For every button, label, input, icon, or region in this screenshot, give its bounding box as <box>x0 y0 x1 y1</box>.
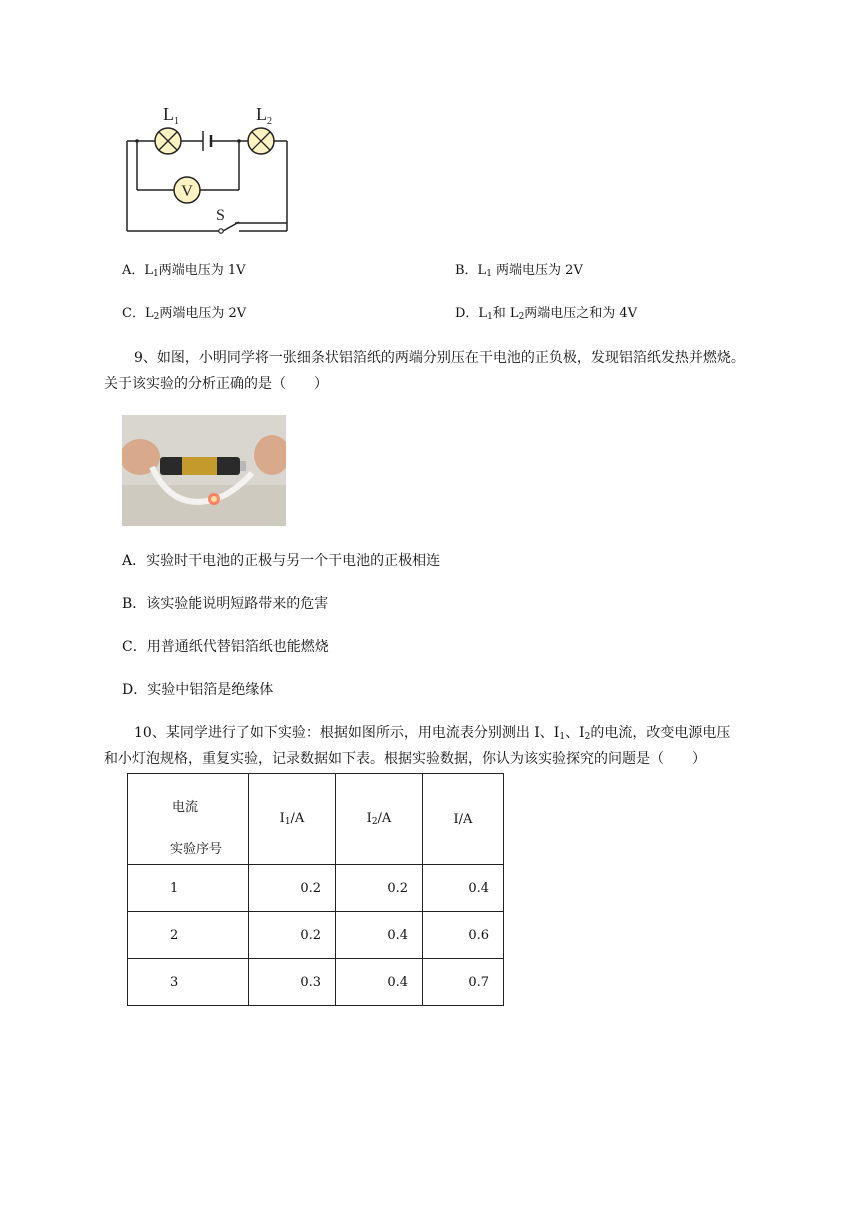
col-i1-header: $I_1/A$ <box>249 774 336 865</box>
table-corner-header <box>128 774 249 865</box>
cell-index: 2 <box>128 912 249 959</box>
table-row <box>128 865 504 912</box>
battery-foil-photo <box>122 415 286 526</box>
q9-option-a: A．实验时干电池的正极与另一个干电池的正极相连 <box>122 553 441 569</box>
cell-i2: 0.4 <box>336 959 423 1006</box>
header-current-label: 电流 <box>172 800 199 815</box>
bulb-l1-icon <box>155 128 181 154</box>
col-i2-header: $I_2/A$ <box>336 774 423 865</box>
cell-i1: 0.2 <box>249 912 336 959</box>
q10-stem-line2: 和小灯泡规格，重复实验，记录数据如下表。根据实验数据，你认为该实验探究的问题是（ ） <box>104 751 706 767</box>
cell-i1: 0.2 <box>249 865 336 912</box>
table-row <box>128 912 504 959</box>
cell-i2: 0.2 <box>336 865 423 912</box>
cell-i2: 0.4 <box>336 912 423 959</box>
cell-i: 0.6 <box>423 912 504 959</box>
q9-option-c: C．用普通纸代替铝箔纸也能燃烧 <box>122 639 329 655</box>
q9-stem-line1: 9、如图，小明同学将一张细条状铝箔纸的两端分别压在干电池的正负极，发现铝箔纸发热并燃烧。 <box>134 350 745 366</box>
voltmeter-icon <box>174 177 200 203</box>
q9-option-b: B．该实验能说明短路带来的危害 <box>122 596 329 612</box>
l1-label: $L_1$ <box>163 104 179 127</box>
cell-i: 0.7 <box>423 959 504 1006</box>
q10-stem-line1: 10、某同学进行了如下实验：根据如图所示，用电流表分别测出 I、$I_1$、$I_2$的电流，改变电源电压 <box>134 725 731 742</box>
circuit-diagram <box>115 100 300 240</box>
bulb-l2-icon <box>248 128 274 154</box>
q8-option-d: D．$L_1$和 $L_2$两端电压之和为 4V <box>455 306 638 322</box>
cell-i1: 0.3 <box>249 959 336 1006</box>
cell-index: 3 <box>128 959 249 1006</box>
voltmeter-label: V <box>181 183 193 200</box>
q8-option-c: C．$L_2$两端电压为 2V <box>122 306 247 322</box>
table-header-row <box>128 774 504 865</box>
q8-option-a: A．$L_1$两端电压为 1V <box>122 263 246 279</box>
cell-i: 0.4 <box>423 865 504 912</box>
q9-option-d: D．实验中铝箔是绝缘体 <box>122 682 274 698</box>
col-i-header: I/A <box>423 774 504 865</box>
l2-label: $L_2$ <box>256 104 272 127</box>
switch-label: S <box>216 207 225 224</box>
table-row <box>128 959 504 1006</box>
cell-index: 1 <box>128 865 249 912</box>
data-table <box>127 773 504 1006</box>
q9-stem-line2: 关于该实验的分析正确的是（ ） <box>104 376 328 392</box>
q8-option-b: B．$L_1$ 两端电压为 2V <box>455 263 583 279</box>
header-index-label: 实验序号 <box>170 842 223 857</box>
